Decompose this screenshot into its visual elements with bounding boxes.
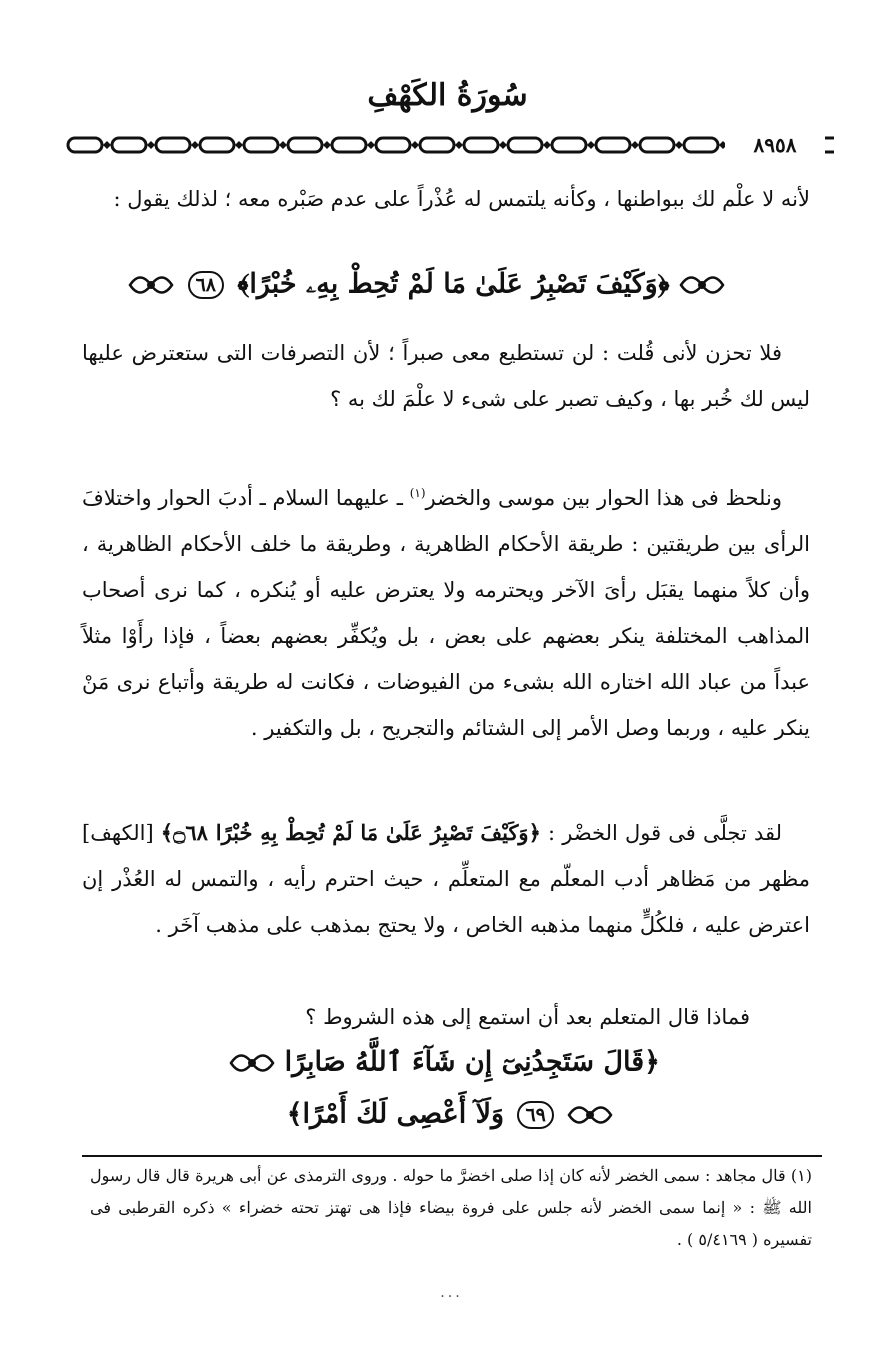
chain-diamond xyxy=(147,141,155,149)
verse-69-line-1 xyxy=(240,1046,660,1080)
verse-69-line-1-text: ﴿قَالَ سَتَجِدُنِىٓ إِن شَآءَ ٱللَّهُ صَابِرًا xyxy=(284,1046,660,1078)
chain-diamond xyxy=(587,141,595,149)
chain-link xyxy=(112,138,146,152)
paragraph-4 xyxy=(82,810,810,948)
p4-part-a: لقد تجلَّى فى قول الخضْر : xyxy=(540,821,782,845)
verse-69-ornament-right-icon xyxy=(229,1046,275,1080)
chain-diamond xyxy=(631,141,639,149)
chain-diamond xyxy=(499,141,507,149)
p4-part-b: مظهر من مَظاهر أدب المعلّم مع المتعلِّم ، حيث احترم رأيه ، والتمس له العُذْر إن اعترض عليه ، فلكُلٍّ منهما مذهبه الخاص ، ولا يحتج بمذهب على مذهب آخَر . xyxy=(82,867,810,937)
ornamental-chain-border xyxy=(64,134,834,156)
chain-link xyxy=(420,138,454,152)
chain-link xyxy=(288,138,322,152)
p4-quran-quote: ﴿وَكَيْفَ تَصْبِرُ عَلَىٰ مَا لَمْ تُحِطْ بِهِ خُبْرًا ۝٦٨﴾ xyxy=(160,820,541,845)
bottom-page-mark: ٠٠٠ xyxy=(438,1288,462,1304)
chain-link xyxy=(156,138,190,152)
chain-diamond xyxy=(103,141,111,149)
verse-ornament-right-icon xyxy=(679,268,725,302)
chain-diamond xyxy=(235,141,243,149)
chain-diamond xyxy=(675,141,683,149)
surah-title: سُورَةُ الكَهْفِ xyxy=(367,78,528,113)
verse-69-line-2-text: وَلَآ أَعْصِى لَكَ أَمْرًا﴾ xyxy=(286,1098,505,1130)
chain-link xyxy=(464,138,498,152)
chain-link xyxy=(244,138,278,152)
chain-diamond xyxy=(367,141,375,149)
paragraph-2: فلا تحزن لأنى قُلت : لن تستطيع معى صبراً ؛ لأن التصرفات التى ستعترض عليها ليس لك خُبر بها ، وكيف تصبر على شىء لا علْمَ لك به ؟ xyxy=(82,341,810,411)
verse-69-line-2 xyxy=(280,1098,620,1132)
chain-diamond xyxy=(323,141,331,149)
chain-link xyxy=(332,138,366,152)
chain-diamond xyxy=(191,141,199,149)
chain-link xyxy=(684,138,718,152)
chain-diamond xyxy=(279,141,287,149)
chain-link xyxy=(640,138,674,152)
page-number: ٨٩٥٨ xyxy=(725,132,825,158)
p3-part-b: ـ عليهما السلام ـ أدبَ الحوار واختلافَ الرأى بين طريقتين : طريقة الأحكام الظاهرية ، وطريقة ما خلف الأحكام الظاهرية ، وأن كلاً منهما يقبَل رأىَ الآخر ويحترمه ولا يعترض عليه أو يُنكره ، كما نرى أصحاب المذاهب المختلفة ينكر بعضهم على بعض ، بل ويُكفِّر بعضهم بعضاً ، فإذا رأَوْا مثلاً عبداً من عباد الله اختاره الله بشىء من الفيوضات ، فكانت له طريقة وأتباع نرى مَنْ ينكر عليه ، وربما وصل الأمر إلى الشتائم والتجريح ، بل والتكفير . xyxy=(82,486,810,740)
chain-diamond xyxy=(411,141,419,149)
footnote: (١) قال مجاهد : سمى الخضر لأنه كان إذا صلى اخضرَّ ما حوله . وروى الترمذى عن أبى هريرة قال قال رسول الله ﷺ : « إنما سمى الخضر لأنه جلس على فروة بيضاء فإذا هى تهتز تحته خضراء » ذكره القرطبى فى تفسيره ( ٥/٤١٦٩ ) . xyxy=(90,1166,812,1249)
verse-68-text: ﴿وَكَيْفَ تَصْبِرُ عَلَىٰ مَا لَمْ تُحِطْ بِهِۦ خُبْرًا﴾ xyxy=(237,268,670,300)
p3-part-a: ونلحظ فى هذا الحوار بين موسى والخضر xyxy=(425,486,782,510)
verse-69-ornament-left-icon xyxy=(567,1098,613,1132)
verse-ornament-left-icon xyxy=(128,268,174,302)
chain-link xyxy=(508,138,542,152)
chain-link xyxy=(596,138,630,152)
p4-surah-ref: [الكهف] xyxy=(82,821,161,845)
chain-diamond xyxy=(543,141,551,149)
paragraph-3 xyxy=(82,470,810,751)
footnote-marker: (١) xyxy=(409,486,426,500)
paragraph-5: فماذا قال المتعلم بعد أن استمع إلى هذه الشروط ؟ xyxy=(305,1005,750,1029)
chain-link xyxy=(552,138,586,152)
ayah-number-68: ٦٨ xyxy=(188,271,224,299)
paragraph-1: لأنه لا علْم لك ببواطنها ، وكأنه يلتمس له عُذْراً على عدم صَبْره معه ؛ لذلك يقول : xyxy=(113,187,810,211)
ayah-number-69: ٦٩ xyxy=(517,1101,553,1129)
verse-68-block xyxy=(165,268,725,302)
chain-diamond xyxy=(455,141,463,149)
footnote-separator xyxy=(82,1155,822,1157)
chain-link xyxy=(200,138,234,152)
chain-link xyxy=(68,138,102,152)
chain-link xyxy=(376,138,410,152)
